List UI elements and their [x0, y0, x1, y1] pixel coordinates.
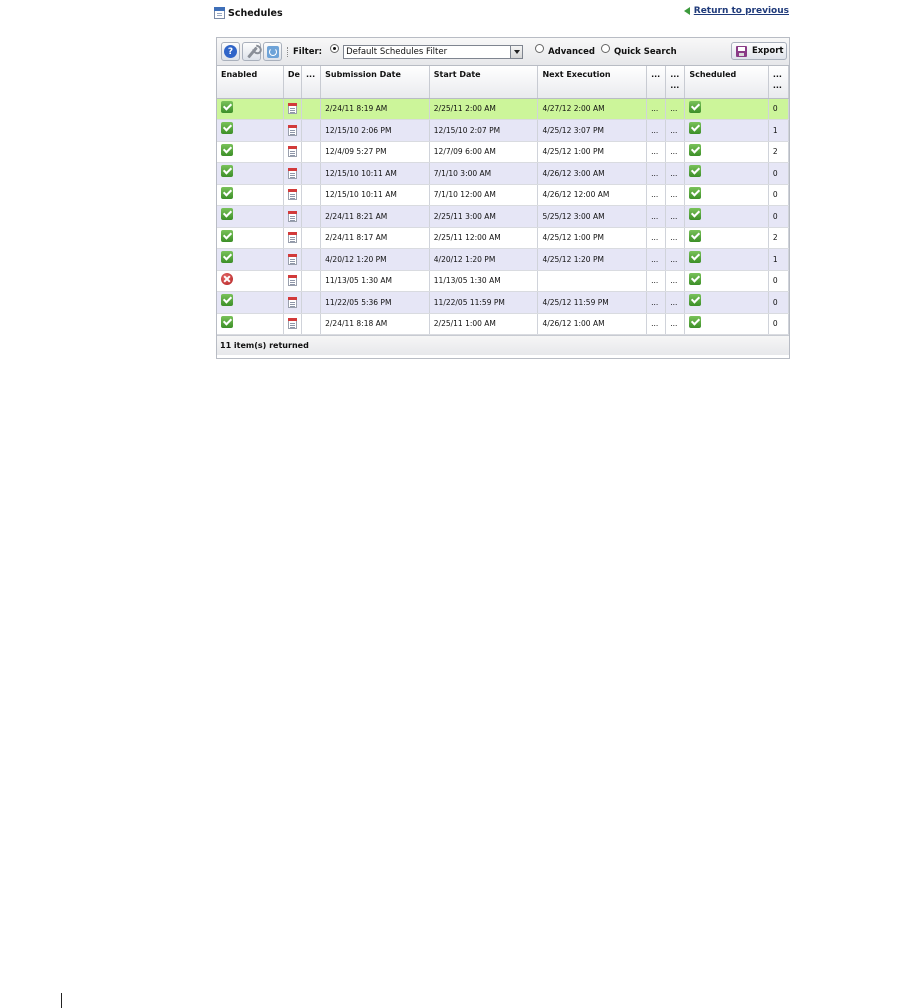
column-header-description[interactable] — [283, 66, 301, 98]
table-body — [217, 98, 789, 335]
last-column-cell: 0 — [768, 292, 788, 314]
submission-date-cell: 12/4/09 5:27 PM — [321, 141, 430, 163]
col8-cell: ... — [666, 206, 685, 228]
description-cell — [283, 98, 301, 120]
enabled-cell — [217, 249, 283, 271]
quick-search-label[interactable]: Quick Search — [613, 46, 677, 57]
empty-cell — [302, 227, 321, 249]
col7-cell: ... — [647, 184, 666, 206]
advanced-label[interactable]: Advanced — [548, 46, 595, 57]
scheduled-cell — [685, 227, 769, 249]
enabled-cell — [217, 163, 283, 185]
filter-select[interactable] — [343, 45, 523, 59]
green-check-icon — [221, 294, 233, 306]
column-header-col8[interactable] — [666, 66, 685, 98]
back-arrow-icon — [684, 7, 690, 15]
column-header-label: Start Date — [433, 70, 481, 79]
green-check-icon — [689, 316, 701, 328]
scheduled-cell — [685, 120, 769, 142]
document-icon[interactable] — [288, 275, 297, 286]
description-cell — [283, 184, 301, 206]
document-icon[interactable] — [288, 211, 297, 222]
col8-cell: ... — [666, 292, 685, 314]
green-check-icon — [221, 208, 233, 220]
next-execution-cell: 5/25/12 3:00 AM — [538, 206, 647, 228]
scheduled-cell — [685, 98, 769, 120]
green-check-icon — [689, 144, 701, 156]
next-execution-cell: 4/25/12 1:00 PM — [538, 141, 647, 163]
col8-cell: ... — [666, 184, 685, 206]
last-column-cell: 1 — [768, 120, 788, 142]
column-header-label: ... — [651, 70, 661, 79]
col8-cell: ... — [666, 227, 685, 249]
table-row[interactable] — [217, 270, 789, 292]
green-check-icon — [221, 251, 233, 263]
enabled-cell — [217, 98, 283, 120]
schedules-table — [217, 66, 789, 335]
enabled-cell — [217, 206, 283, 228]
filter-select-value: Default Schedules Filter — [346, 46, 448, 57]
empty-cell — [302, 206, 321, 228]
table-row[interactable] — [217, 292, 789, 314]
column-header-label: Enabled — [221, 70, 258, 79]
empty-cell — [302, 98, 321, 120]
document-icon[interactable] — [288, 125, 297, 136]
page-title — [214, 5, 283, 21]
submission-date-cell: 2/24/11 8:18 AM — [321, 313, 430, 335]
enabled-cell — [217, 141, 283, 163]
last-column-cell: 0 — [768, 163, 788, 185]
submission-date-cell: 11/13/05 1:30 AM — [321, 270, 430, 292]
toolbar-separator — [287, 47, 289, 57]
column-header-col3[interactable] — [302, 66, 321, 98]
scheduled-cell — [685, 163, 769, 185]
table-row[interactable] — [217, 184, 789, 206]
last-column-cell: 0 — [768, 313, 788, 335]
column-header-label: ... — [306, 70, 316, 79]
last-column-cell: 2 — [768, 227, 788, 249]
empty-cell — [302, 120, 321, 142]
submission-date-cell: 2/24/11 8:19 AM — [321, 98, 430, 120]
scheduled-cell — [685, 249, 769, 271]
export-button[interactable] — [731, 42, 787, 60]
scheduled-cell — [685, 206, 769, 228]
help-icon: ? — [224, 45, 237, 58]
col8-cell: ... — [666, 120, 685, 142]
next-execution-cell — [538, 270, 647, 292]
page-edge-marker — [61, 993, 62, 1008]
document-icon[interactable] — [288, 297, 297, 308]
column-header-label: Next Execution — [542, 70, 611, 79]
last-column-cell: 0 — [768, 206, 788, 228]
next-execution-cell: 4/27/12 2:00 AM — [538, 98, 647, 120]
column-header-label-line2: ... — [670, 81, 680, 90]
empty-cell — [302, 292, 321, 314]
wrench-icon — [246, 46, 258, 58]
description-cell — [283, 313, 301, 335]
start-date-cell: 2/25/11 1:00 AM — [429, 313, 538, 335]
table-row[interactable] — [217, 313, 789, 335]
green-check-icon — [689, 294, 701, 306]
submission-date-cell: 2/24/11 8:17 AM — [321, 227, 430, 249]
col8-cell: ... — [666, 270, 685, 292]
document-icon[interactable] — [288, 189, 297, 200]
start-date-cell: 11/22/05 11:59 PM — [429, 292, 538, 314]
description-cell — [283, 163, 301, 185]
last-column-cell: 0 — [768, 184, 788, 206]
column-header-next-execution[interactable] — [538, 66, 647, 98]
submission-date-cell: 12/15/10 10:11 AM — [321, 184, 430, 206]
empty-cell — [302, 163, 321, 185]
schedule-calendar-icon — [214, 7, 225, 19]
column-header-label: Scheduled — [689, 70, 737, 79]
scheduled-cell — [685, 292, 769, 314]
column-header-col10[interactable] — [768, 66, 788, 98]
green-check-icon — [221, 122, 233, 134]
help-button[interactable] — [221, 42, 240, 61]
green-check-icon — [689, 230, 701, 242]
table-row[interactable] — [217, 249, 789, 271]
table-row[interactable] — [217, 98, 789, 120]
status-bar — [217, 335, 789, 355]
last-column-cell: 0 — [768, 98, 788, 120]
green-check-icon — [689, 208, 701, 220]
table-row[interactable] — [217, 120, 789, 142]
green-check-icon — [689, 165, 701, 177]
empty-cell — [302, 141, 321, 163]
advanced-radio[interactable] — [535, 44, 544, 53]
col7-cell: ... — [647, 206, 666, 228]
column-header-start-date[interactable] — [429, 66, 538, 98]
settings-button[interactable] — [242, 42, 261, 61]
next-execution-cell: 4/25/12 3:07 PM — [538, 120, 647, 142]
green-check-icon — [689, 187, 701, 199]
description-cell — [283, 270, 301, 292]
next-execution-cell: 4/26/12 3:00 AM — [538, 163, 647, 185]
start-date-cell: 12/7/09 6:00 AM — [429, 141, 538, 163]
col7-cell: ... — [647, 313, 666, 335]
col8-cell: ... — [666, 141, 685, 163]
col8-cell: ... — [666, 98, 685, 120]
refresh-button[interactable] — [263, 42, 282, 61]
start-date-cell: 7/1/10 3:00 AM — [429, 163, 538, 185]
next-execution-cell: 4/26/12 1:00 AM — [538, 313, 647, 335]
green-check-icon — [221, 144, 233, 156]
empty-cell — [302, 249, 321, 271]
col8-cell: ... — [666, 313, 685, 335]
column-header-label: ... — [772, 70, 782, 79]
col7-cell: ... — [647, 120, 666, 142]
start-date-cell: 11/13/05 1:30 AM — [429, 270, 538, 292]
green-check-icon — [221, 101, 233, 113]
table-row[interactable] — [217, 141, 789, 163]
schedules-panel — [216, 37, 790, 359]
table-header-row — [217, 66, 789, 98]
col7-cell: ... — [647, 270, 666, 292]
column-header-label: Submission Date — [325, 70, 401, 79]
enabled-cell — [217, 120, 283, 142]
description-cell — [283, 249, 301, 271]
document-icon[interactable] — [288, 254, 297, 265]
submission-date-cell: 11/22/05 5:36 PM — [321, 292, 430, 314]
red-x-icon — [221, 273, 233, 285]
document-icon[interactable] — [288, 168, 297, 179]
next-execution-cell: 4/26/12 12:00 AM — [538, 184, 647, 206]
export-label: Export — [752, 46, 784, 56]
filter-label: Filter: — [293, 46, 323, 57]
filter-radio[interactable] — [330, 44, 339, 53]
green-check-icon — [221, 316, 233, 328]
submission-date-cell: 12/15/10 10:11 AM — [321, 163, 430, 185]
last-column-cell: 1 — [768, 249, 788, 271]
enabled-cell — [217, 313, 283, 335]
enabled-cell — [217, 227, 283, 249]
description-cell — [283, 120, 301, 142]
start-date-cell: 7/1/10 12:00 AM — [429, 184, 538, 206]
column-header-enabled[interactable] — [217, 66, 283, 98]
next-execution-cell: 4/25/12 11:59 PM — [538, 292, 647, 314]
start-date-cell: 2/25/11 2:00 AM — [429, 98, 538, 120]
document-icon[interactable] — [288, 103, 297, 114]
items-returned-count: 11 item(s) returned — [220, 341, 309, 350]
enabled-cell — [217, 270, 283, 292]
return-to-previous-link[interactable] — [684, 6, 789, 16]
col7-cell: ... — [647, 227, 666, 249]
document-icon[interactable] — [288, 318, 297, 329]
return-link-label[interactable]: Return to previous — [693, 6, 789, 16]
submission-date-cell: 4/20/12 1:20 PM — [321, 249, 430, 271]
green-check-icon — [221, 230, 233, 242]
col7-cell: ... — [647, 98, 666, 120]
column-header-label: De — [287, 70, 300, 79]
refresh-icon — [267, 46, 279, 58]
column-header-label-line2: ... — [772, 81, 782, 90]
table-row[interactable] — [217, 163, 789, 185]
toolbar — [217, 38, 789, 66]
description-cell — [283, 206, 301, 228]
floppy-disk-icon — [736, 46, 747, 57]
enabled-cell — [217, 292, 283, 314]
start-date-cell: 12/15/10 2:07 PM — [429, 120, 538, 142]
green-check-icon — [689, 122, 701, 134]
column-header-scheduled[interactable] — [685, 66, 769, 98]
col7-cell: ... — [647, 292, 666, 314]
scheduled-cell — [685, 313, 769, 335]
next-execution-cell: 4/25/12 1:00 PM — [538, 227, 647, 249]
col8-cell: ... — [666, 163, 685, 185]
next-execution-cell: 4/25/12 1:20 PM — [538, 249, 647, 271]
green-check-icon — [689, 101, 701, 113]
green-check-icon — [689, 251, 701, 263]
enabled-cell — [217, 184, 283, 206]
table-row[interactable] — [217, 227, 789, 249]
submission-date-cell: 12/15/10 2:06 PM — [321, 120, 430, 142]
col7-cell: ... — [647, 141, 666, 163]
quick-search-radio[interactable] — [601, 44, 610, 53]
scheduled-cell — [685, 141, 769, 163]
column-header-submission-date[interactable] — [321, 66, 430, 98]
description-cell — [283, 141, 301, 163]
last-column-cell: 0 — [768, 270, 788, 292]
empty-cell — [302, 270, 321, 292]
empty-cell — [302, 184, 321, 206]
start-date-cell: 2/25/11 12:00 AM — [429, 227, 538, 249]
scheduled-cell — [685, 184, 769, 206]
column-header-col7[interactable] — [647, 66, 666, 98]
empty-cell — [302, 313, 321, 335]
last-column-cell: 2 — [768, 141, 788, 163]
page-title-text: Schedules — [228, 7, 283, 19]
col7-cell: ... — [647, 249, 666, 271]
table-row[interactable] — [217, 206, 789, 228]
description-cell — [283, 227, 301, 249]
col7-cell: ... — [647, 163, 666, 185]
green-check-icon — [221, 165, 233, 177]
document-icon[interactable] — [288, 232, 297, 243]
scheduled-cell — [685, 270, 769, 292]
column-header-label: ... — [670, 70, 680, 79]
green-check-icon — [221, 187, 233, 199]
start-date-cell: 4/20/12 1:20 PM — [429, 249, 538, 271]
start-date-cell: 2/25/11 3:00 AM — [429, 206, 538, 228]
document-icon[interactable] — [288, 146, 297, 157]
col8-cell: ... — [666, 249, 685, 271]
description-cell — [283, 292, 301, 314]
submission-date-cell: 2/24/11 8:21 AM — [321, 206, 430, 228]
chevron-down-icon[interactable] — [510, 46, 522, 58]
green-check-icon — [689, 273, 701, 285]
